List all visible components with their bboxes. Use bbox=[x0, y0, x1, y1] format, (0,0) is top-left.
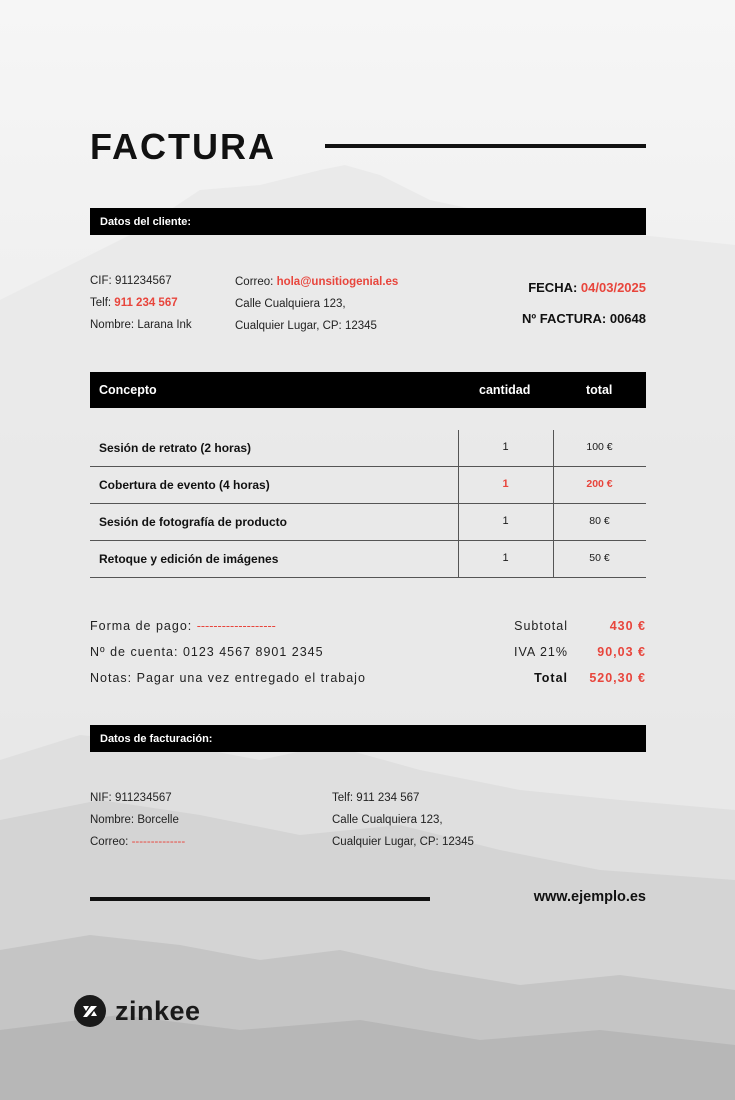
title-divider bbox=[325, 144, 646, 148]
billing-name: Nombre: Borcelle bbox=[90, 814, 179, 826]
footer-divider bbox=[90, 897, 430, 901]
billing-nif: NIF: 911234567 bbox=[90, 792, 172, 804]
row-total: 50 € bbox=[589, 552, 610, 564]
row-total: 100 € bbox=[586, 441, 613, 453]
payment-method: Forma de pago: ------------------- bbox=[90, 619, 276, 633]
tax-value: 90,03 € bbox=[597, 645, 646, 659]
payment-notes: Notas: Pagar una vez entregado el trabajo bbox=[90, 671, 366, 685]
table-row bbox=[90, 540, 646, 578]
invoice-title: FACTURA bbox=[90, 126, 276, 167]
billing-section-label: Datos de facturación: bbox=[100, 732, 213, 745]
client-name: Nombre: Larana Ink bbox=[90, 319, 192, 331]
row-concept: Retoque y edición de imágenes bbox=[99, 552, 279, 566]
table-row bbox=[90, 429, 646, 467]
client-address-line1: Calle Cualquiera 123, bbox=[235, 298, 346, 310]
invoice-date: FECHA: 04/03/2025 bbox=[528, 280, 646, 295]
payment-block bbox=[90, 613, 480, 691]
client-contact-block bbox=[235, 271, 455, 337]
zinkee-logo-icon bbox=[74, 995, 106, 1027]
website-link[interactable]: www.ejemplo.es bbox=[533, 889, 646, 905]
brand-logo bbox=[74, 995, 201, 1027]
row-total: 80 € bbox=[589, 515, 610, 527]
header-concept: Concepto bbox=[99, 383, 157, 397]
table-row bbox=[90, 466, 646, 504]
header-total: total bbox=[586, 383, 613, 397]
header-quantity: cantidad bbox=[479, 383, 531, 397]
row-quantity: 1 bbox=[502, 552, 509, 564]
billing-contact-block bbox=[332, 787, 572, 853]
billing-section-header bbox=[90, 725, 646, 752]
client-email: Correo: hola@unsitiogenial.es bbox=[235, 276, 399, 288]
billing-address-line1: Calle Cualquiera 123, bbox=[332, 814, 443, 826]
billing-email: Correo: -------------- bbox=[90, 836, 186, 848]
row-total: 200 € bbox=[586, 478, 613, 490]
client-id-block bbox=[90, 270, 230, 336]
row-concept: Sesión de retrato (2 horas) bbox=[99, 441, 252, 455]
subtotal-label: Subtotal bbox=[514, 619, 568, 633]
row-concept: Sesión de fotografía de producto bbox=[99, 515, 288, 529]
total-value: 520,30 € bbox=[589, 671, 646, 685]
billing-phone: Telf: 911 234 567 bbox=[332, 792, 420, 804]
client-section-label: Datos del cliente: bbox=[100, 215, 192, 228]
client-cif: CIF: 911234567 bbox=[90, 275, 172, 287]
items-table-header bbox=[90, 372, 646, 408]
row-quantity: 1 bbox=[502, 441, 509, 453]
subtotal-value: 430 € bbox=[609, 619, 646, 633]
table-row bbox=[90, 503, 646, 541]
brand-name: zinkee bbox=[115, 995, 201, 1026]
client-address-line2: Cualquier Lugar, CP: 12345 bbox=[235, 320, 377, 332]
row-quantity: 1 bbox=[502, 515, 509, 527]
payment-account: Nº de cuenta: 0123 4567 8901 2345 bbox=[90, 645, 324, 659]
billing-address-line2: Cualquier Lugar, CP: 12345 bbox=[332, 836, 474, 848]
row-quantity: 1 bbox=[502, 478, 509, 490]
invoice-number: Nº FACTURA: 00648 bbox=[522, 311, 646, 326]
client-section-header bbox=[90, 208, 646, 235]
billing-id-block bbox=[90, 787, 310, 853]
tax-label: IVA 21% bbox=[513, 645, 568, 659]
client-phone: Telf: 911 234 567 bbox=[90, 297, 178, 309]
total-label: Total bbox=[534, 671, 568, 685]
row-concept: Cobertura de evento (4 horas) bbox=[99, 478, 270, 492]
